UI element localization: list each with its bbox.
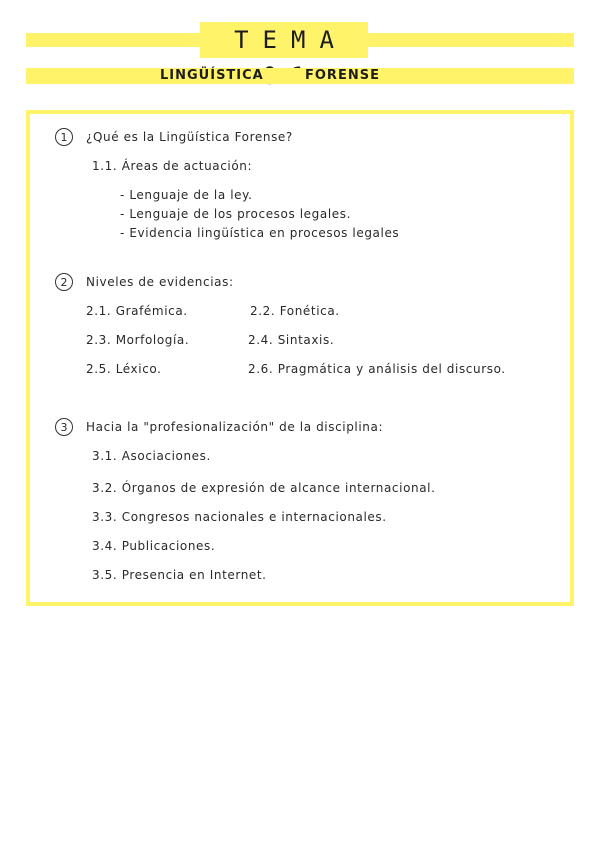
section-2-number: 2 [55,273,73,291]
section-2-heading: Niveles de evidencias: [86,275,234,289]
content-frame [26,110,574,606]
section-1-heading: ¿Qué es la Lingüística Forense? [86,130,293,144]
section-3-item-5: 3.5. Presencia en Internet. [92,568,267,582]
section-1-bullet-3: - Evidencia lingüística en procesos legales [120,226,400,240]
section-3-item-2: 3.2. Órganos de expresión de alcance internacional. [92,481,436,495]
subtitle-band [26,68,574,84]
section-3-item-3: 3.3. Congresos nacionales e internacionales. [92,510,387,524]
section-1-bullet-1: - Lenguaje de la ley. [120,188,253,202]
section-2-item-6: 2.6. Pragmática y análisis del discurso. [248,362,506,376]
section-2-item-2: 2.2. Fonética. [250,304,340,318]
subtitle-right: FORENSE [305,68,380,83]
subtitle-row [0,65,600,91]
section-2-item-5: 2.5. Léxico. [86,362,162,376]
section-3-number: 3 [55,418,73,436]
section-1-subheading: 1.1. Áreas de actuación: [92,159,253,173]
subtitle-left: LINGÜÍSTICA [160,68,264,83]
section-2-item-3: 2.3. Morfología. [86,333,190,347]
title-row [0,20,600,60]
title-band-left [26,33,200,47]
section-1-bullet-2: - Lenguaje de los procesos legales. [120,207,352,221]
page-title: TEMA [200,22,368,58]
section-2-item-1: 2.1. Grafémica. [86,304,188,318]
title-band-right [368,33,574,47]
section-3-heading: Hacia la "profesionalización" de la disciplina: [86,420,384,434]
section-2-item-4: 2.4. Sintaxis. [248,333,335,347]
section-3-item-4: 3.4. Publicaciones. [92,539,216,553]
section-1-number: 1 [55,128,73,146]
section-3-item-1: 3.1. Asociaciones. [92,449,211,463]
